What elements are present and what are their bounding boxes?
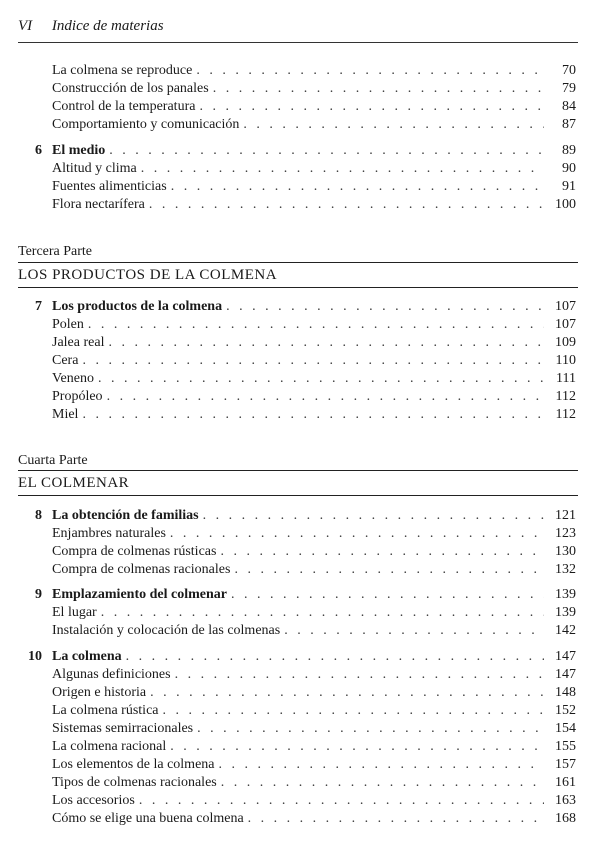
toc-entry[interactable]: Compra de colmenas racionales . . . 132 — [52, 561, 576, 579]
toc-entry[interactable]: Algunas definiciones . . . 147 — [52, 666, 576, 684]
part-title-3: LOS PRODUCTOS DE LA COLMENA — [18, 267, 278, 283]
toc-entry[interactable]: Control de la temperatura . . . 84 — [52, 98, 576, 116]
part-title-4: EL COLMENAR — [18, 475, 130, 491]
header-rule — [18, 42, 578, 43]
toc-entry[interactable]: La colmena se reproduce . . . 70 — [52, 62, 576, 80]
toc-entry[interactable]: Instalación y colocación de las colmenas . . . 142 — [52, 622, 576, 640]
toc-entry[interactable]: Jalea real . . . 109 — [52, 334, 576, 352]
toc-chapter-10[interactable]: 10 La colmena . . . 147 — [52, 648, 576, 666]
toc-entry[interactable]: Fuentes alimenticias . . . 91 — [52, 178, 576, 196]
toc-entry[interactable]: Cera . . . 110 — [52, 352, 576, 370]
toc-entry[interactable]: Miel . . . 112 — [52, 406, 576, 424]
toc-chapter-9[interactable]: 9 Emplazamiento del colmenar . . . 139 — [52, 586, 576, 604]
toc-entry[interactable]: Cómo se elige una buena colmena . . . 168 — [52, 810, 576, 828]
part-rule — [18, 287, 578, 288]
toc-entry[interactable]: Construcción de los panales . . . 79 — [52, 80, 576, 98]
toc-entry[interactable]: Polen . . . 107 — [52, 316, 576, 334]
toc-entry[interactable]: Veneno . . . 111 — [52, 370, 576, 388]
running-header — [18, 18, 164, 35]
toc-chapter-7[interactable]: 7 Los productos de la colmena . . . 107 — [52, 298, 576, 316]
toc-entry[interactable]: La colmena racional . . . 155 — [52, 738, 576, 756]
toc-entry[interactable]: Tipos de colmenas racionales . . . 161 — [52, 774, 576, 792]
header-page-number: VI — [18, 18, 33, 34]
toc-entry[interactable]: Los accesorios . . . 163 — [52, 792, 576, 810]
toc-entry[interactable]: Compra de colmenas rústicas . . . 130 — [52, 543, 576, 561]
toc-entry[interactable]: Los elementos de la colmena . . . 157 — [52, 756, 576, 774]
toc-entry[interactable]: Altitud y clima . . . 90 — [52, 160, 576, 178]
toc-entry[interactable]: El lugar . . . 139 — [52, 604, 576, 622]
toc-entry[interactable]: La colmena rústica . . . 152 — [52, 702, 576, 720]
part-label-3: Tercera Parte — [18, 244, 93, 259]
part-rule — [18, 470, 578, 471]
part-rule — [18, 495, 578, 496]
header-title: Indice de materias — [51, 18, 164, 34]
toc-entry[interactable]: Origen e historia . . . 148 — [52, 684, 576, 702]
toc-chapter-6[interactable]: 6 El medio . . . 89 — [52, 142, 576, 160]
part-rule — [18, 262, 578, 263]
toc-chapter-8[interactable]: 8 La obtención de familias . . . 121 — [52, 507, 576, 525]
toc-entry[interactable]: Enjambres naturales . . . 123 — [52, 525, 576, 543]
part-label-4: Cuarta Parte — [18, 453, 88, 468]
toc-entry[interactable]: Flora nectarífera . . . 100 — [52, 196, 576, 214]
toc-entry[interactable]: Sistemas semirracionales . . . 154 — [52, 720, 576, 738]
toc-entry[interactable]: Propóleo . . . 112 — [52, 388, 576, 406]
toc-entry[interactable]: Comportamiento y comunicación . . . 87 — [52, 116, 576, 134]
